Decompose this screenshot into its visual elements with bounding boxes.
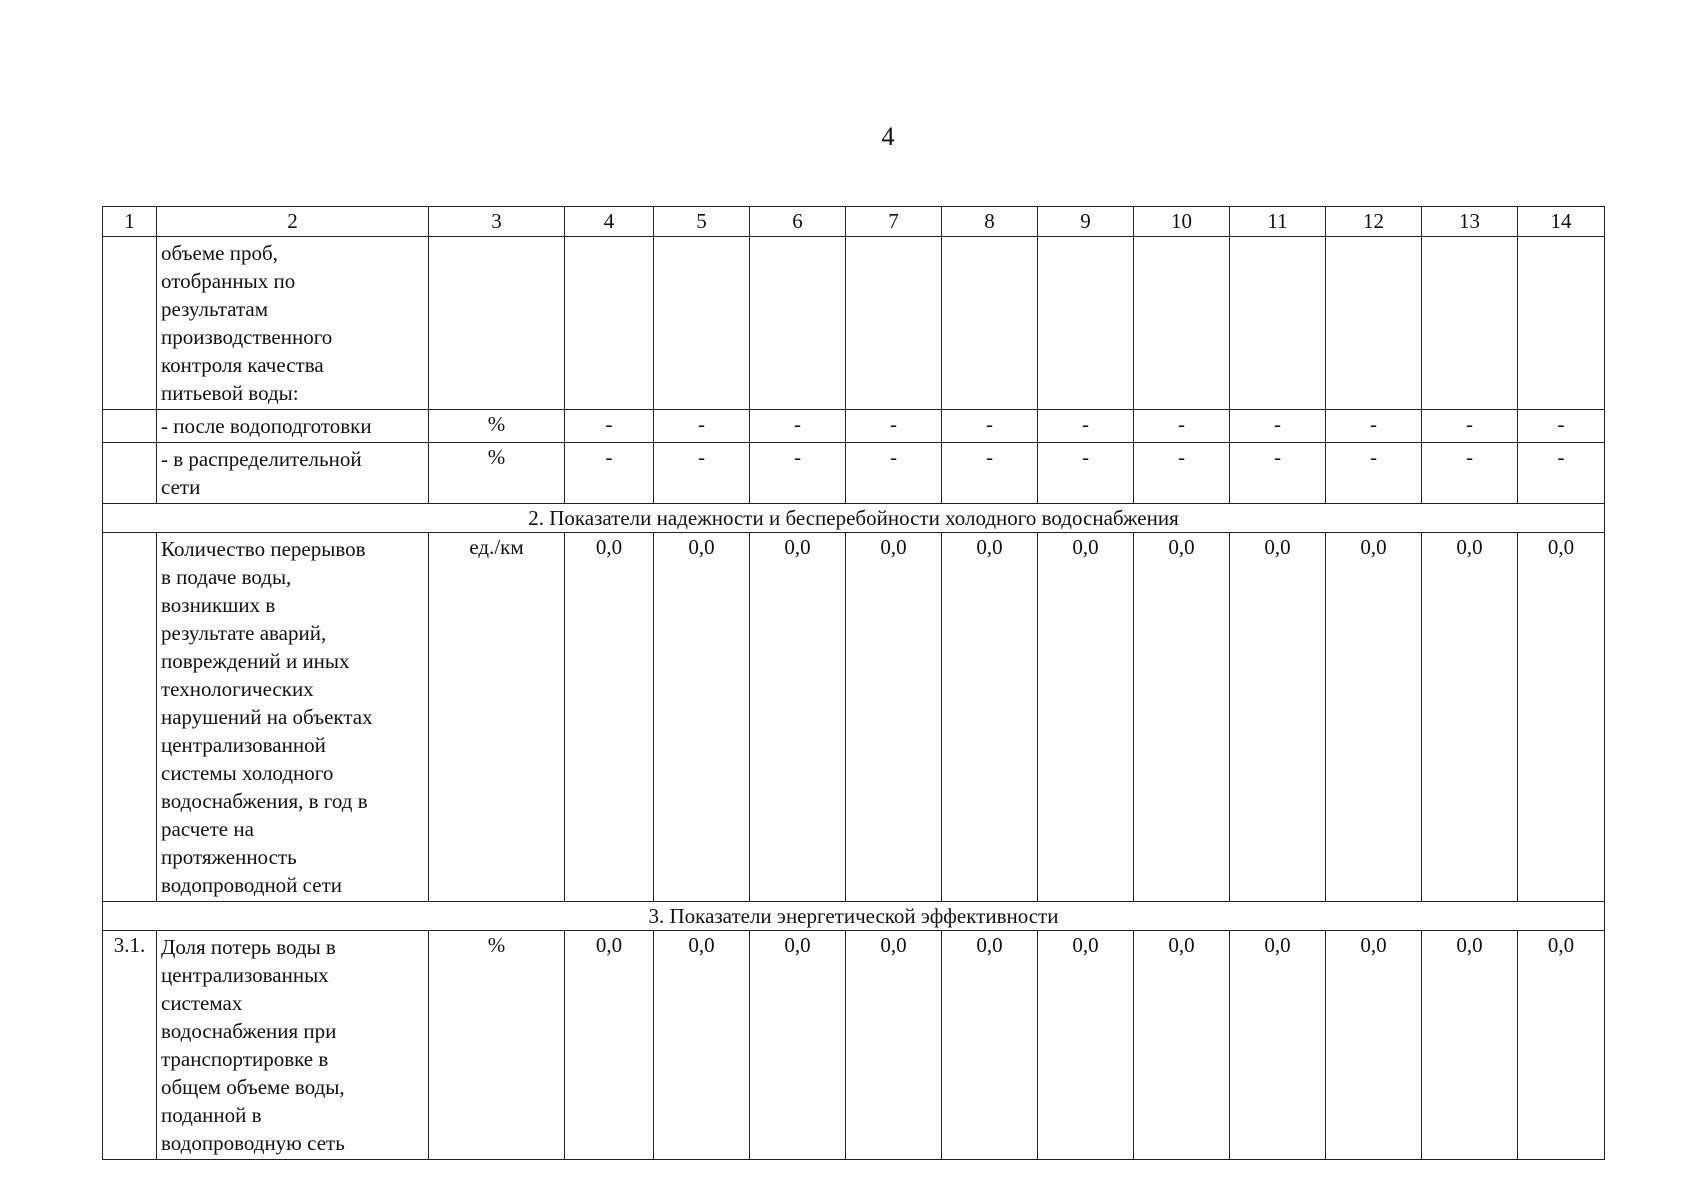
value-cell: - xyxy=(750,443,846,504)
unit-cell: % xyxy=(429,443,565,504)
value-cell: 0,0 xyxy=(565,533,654,902)
value-cell xyxy=(1422,237,1518,410)
value-cell: - xyxy=(1326,443,1422,504)
value-cell: 0,0 xyxy=(846,931,942,1160)
page-number: 4 xyxy=(881,122,895,151)
table-body xyxy=(103,207,1605,1160)
section-row xyxy=(103,902,1605,931)
header-cell: 6 xyxy=(750,207,846,237)
unit-cell: % xyxy=(429,931,565,1160)
value-cell: 0,0 xyxy=(942,931,1038,1160)
value-cell: - xyxy=(654,443,750,504)
value-cell xyxy=(942,237,1038,410)
value-cell: - xyxy=(1422,410,1518,443)
value-cell: - xyxy=(1038,443,1134,504)
unit-cell: ед./км xyxy=(429,533,565,902)
value-cell: 0,0 xyxy=(1038,931,1134,1160)
header-cell: 10 xyxy=(1134,207,1230,237)
section-title: 2. Показатели надежности и бесперебойности холодного водоснабжения xyxy=(103,504,1605,533)
value-cell: - xyxy=(654,410,750,443)
unit-cell xyxy=(429,237,565,410)
value-cell: 0,0 xyxy=(565,931,654,1160)
header-cell: 4 xyxy=(565,207,654,237)
unit-cell: % xyxy=(429,410,565,443)
header-cell: 11 xyxy=(1230,207,1326,237)
value-cell: - xyxy=(565,443,654,504)
row-number xyxy=(103,237,157,410)
value-cell xyxy=(1134,237,1230,410)
value-cell xyxy=(565,237,654,410)
value-cell xyxy=(654,237,750,410)
value-cell xyxy=(1326,237,1422,410)
value-cell: 0,0 xyxy=(1518,533,1605,902)
header-cell: 12 xyxy=(1326,207,1422,237)
indicator-name: - после водоподготовки xyxy=(157,410,429,443)
value-cell: - xyxy=(1422,443,1518,504)
value-cell: - xyxy=(1230,443,1326,504)
section-title: 3. Показатели энергетической эффективности xyxy=(103,902,1605,931)
header-cell: 1 xyxy=(103,207,157,237)
indicator-name: Доля потерь воды в централизованных системах водоснабжения при транспортировке в общем объеме воды, поданной в водопроводную сеть xyxy=(157,931,429,1160)
value-cell: 0,0 xyxy=(1326,931,1422,1160)
value-cell: - xyxy=(846,410,942,443)
value-cell: - xyxy=(942,410,1038,443)
section-row xyxy=(103,504,1605,533)
value-cell: - xyxy=(1518,443,1605,504)
value-cell: 0,0 xyxy=(846,533,942,902)
value-cell: - xyxy=(1326,410,1422,443)
value-cell: 0,0 xyxy=(750,931,846,1160)
value-cell: - xyxy=(1518,410,1605,443)
row-number: 3.1. xyxy=(103,931,157,1160)
indicators-table xyxy=(102,206,1605,1160)
header-cell: 9 xyxy=(1038,207,1134,237)
value-cell xyxy=(750,237,846,410)
value-cell: 0,0 xyxy=(654,533,750,902)
value-cell: 0,0 xyxy=(1422,533,1518,902)
value-cell xyxy=(1230,237,1326,410)
value-cell: 0,0 xyxy=(1230,931,1326,1160)
header-cell: 5 xyxy=(654,207,750,237)
table-row xyxy=(103,410,1605,443)
value-cell: - xyxy=(942,443,1038,504)
table-row xyxy=(103,931,1605,1160)
table-row xyxy=(103,237,1605,410)
header-cell: 7 xyxy=(846,207,942,237)
header-cell: 8 xyxy=(942,207,1038,237)
value-cell: - xyxy=(1230,410,1326,443)
value-cell: - xyxy=(1134,443,1230,504)
value-cell: 0,0 xyxy=(750,533,846,902)
value-cell: 0,0 xyxy=(1422,931,1518,1160)
value-cell xyxy=(846,237,942,410)
value-cell: - xyxy=(750,410,846,443)
row-number xyxy=(103,443,157,504)
indicator-name: Количество перерывов в подаче воды, возникших в результате аварий, повреждений и иных технологических нарушений на объектах централизованной системы холодного водоснабжения, в год в расчете на протяженность водопроводной сети xyxy=(157,533,429,902)
value-cell: 0,0 xyxy=(1134,931,1230,1160)
value-cell: - xyxy=(1134,410,1230,443)
header-row xyxy=(103,207,1605,237)
header-cell: 14 xyxy=(1518,207,1605,237)
value-cell xyxy=(1518,237,1605,410)
value-cell: - xyxy=(565,410,654,443)
value-cell: 0,0 xyxy=(1038,533,1134,902)
value-cell: 0,0 xyxy=(1518,931,1605,1160)
table-row xyxy=(103,533,1605,902)
value-cell: 0,0 xyxy=(1326,533,1422,902)
value-cell: 0,0 xyxy=(1230,533,1326,902)
header-cell: 3 xyxy=(429,207,565,237)
value-cell: - xyxy=(1038,410,1134,443)
value-cell: 0,0 xyxy=(1134,533,1230,902)
value-cell: 0,0 xyxy=(942,533,1038,902)
header-cell: 13 xyxy=(1422,207,1518,237)
value-cell xyxy=(1038,237,1134,410)
table-row xyxy=(103,443,1605,504)
row-number xyxy=(103,410,157,443)
row-number xyxy=(103,533,157,902)
value-cell: 0,0 xyxy=(654,931,750,1160)
header-cell: 2 xyxy=(157,207,429,237)
indicator-name: - в распределительной сети xyxy=(157,443,429,504)
value-cell: - xyxy=(846,443,942,504)
indicator-name: объеме проб, отобранных по результатам производственного контроля качества питьевой воды: xyxy=(157,237,429,410)
